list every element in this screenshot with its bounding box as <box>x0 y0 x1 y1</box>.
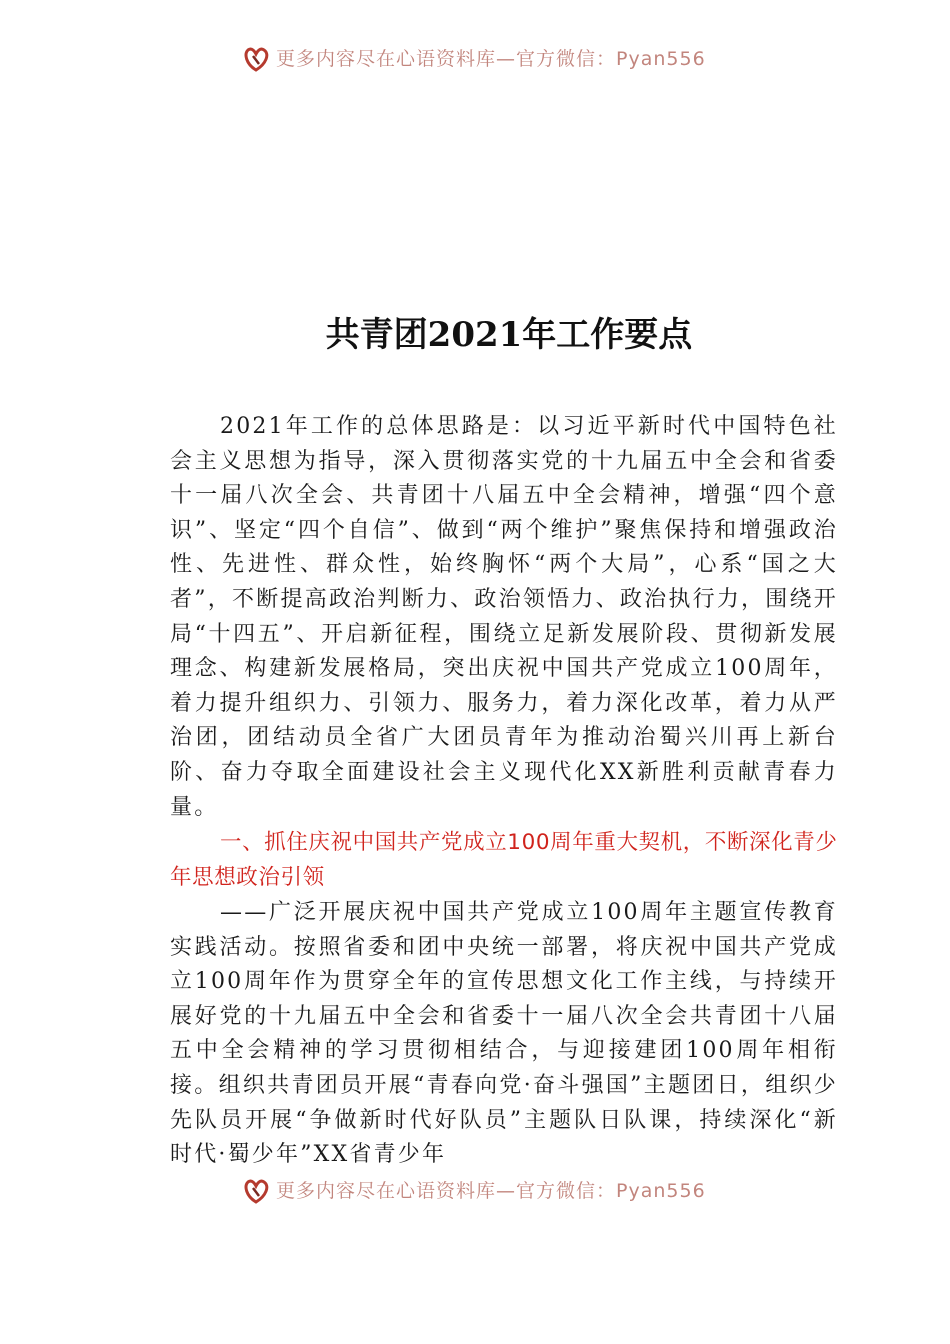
intro-paragraph: 2021年工作的总体思路是：以习近平新时代中国特色社会主义思想为指导，深入贯彻落实党的十九届五中全会和省委十一届八次全会、共青团十八届五中全会精神，增强“四个意识”、坚定“四个自信”、做到“两个维护”聚焦保持和增强政治性、先进性、群众性，始终胸怀“两个大局”，心系“国之大者”，不断提高政治判断力、政治领悟力、政治执行力，围绕开局“十四五”、开启新征程，围绕立足新发展阶段、贯彻新发展理念、构建新发展格局，突出庆祝中国共产党成立100周年，着力提升组织力、引领力、服务力，着力深化改革，着力从严治团，团结动员全省广大团员青年为推动治蜀兴川再上新台阶、奋力夺取全面建设社会主义现代化XX新胜利贡献青春力量。 <box>170 414 838 820</box>
section-1-paragraph: ——广泛开展庆祝中国共产党成立100周年主题宣传教育实践活动。按照省委和团中央统一部署，将庆祝中国共产党成立100周年作为贯穿全年的宣传思想文化工作主线，与持续开展好党的十九届五中全会和省委十一届八次全会共青团十八届五中全会精神的学习贯彻相结合，与迎接建团100周年相衔接。组织共青团员开展“青春向党·奋斗强国”主题团日，组织少先队员开展“争做新时代好队员”主题队日队课，持续深化“新时代·蜀少年”XX省青少年 <box>170 900 838 1168</box>
banner-text: 更多内容尽在心语资料库—官方微信：Pyan556 <box>276 48 706 70</box>
footer-watermark-banner <box>0 1172 950 1206</box>
banner-text: 更多内容尽在心语资料库—官方微信：Pyan556 <box>276 1180 706 1202</box>
document-title: 共青团2021年工作要点 <box>325 315 693 355</box>
header-watermark-banner <box>0 40 950 74</box>
heart-logo-icon <box>242 1176 272 1206</box>
section-heading-1: 一、抓住庆祝中国共产党成立100周年重大契机，不断深化青少年思想政治引领 <box>170 830 838 890</box>
heart-logo-icon <box>242 44 272 74</box>
